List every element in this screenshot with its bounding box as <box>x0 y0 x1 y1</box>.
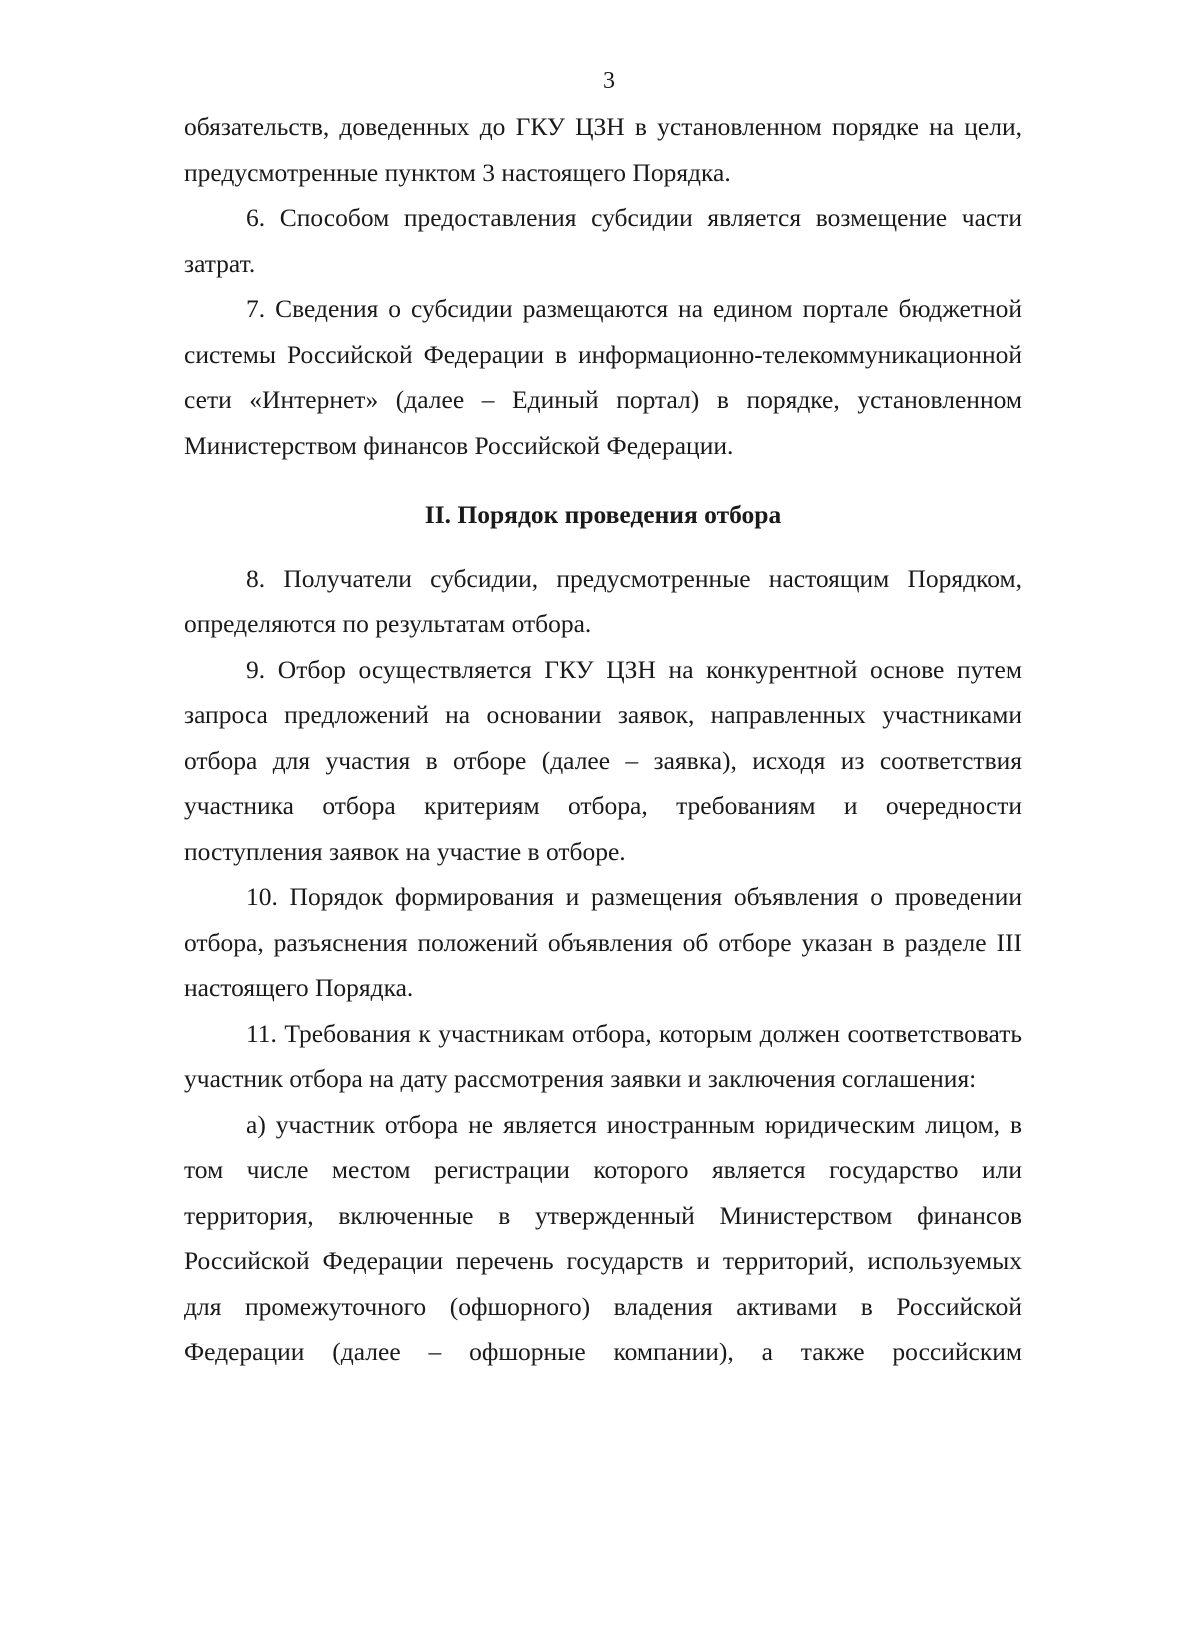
paragraph-11: 11. Требования к участникам отбора, которым должен соответствовать участник отбора на дату рассмотрения заявки и заключения соглашения: <box>184 1018 1022 1093</box>
paragraph-10: 10. Порядок формирования и размещения объявления о проведении отбора, разъяснения положений объявления об отборе указан в разделе III настоящего Порядка. <box>184 882 1022 1002</box>
page-number: 3 <box>603 68 615 94</box>
paragraph-11a: а) участник отбора не является иностранным юридическим лицом, в том числе местом регистрации которого является государство или территория, включенные в утвержденный Министерством финансов Российской Федерации перечень государств и территорий, используемых для промежуточного (офшорного) владения активами в Российской Федерации (далее – офшорные компании), а также российским <box>184 1109 1022 1366</box>
document-body <box>184 104 1022 1375</box>
paragraph-8: 8. Получатели субсидии, предусмотренные настоящим Порядком, определяются по результатам отбора. <box>184 563 1022 638</box>
paragraph-9: 9. Отбор осуществляется ГКУ ЦЗН на конкурентной основе путем запроса предложений на основании заявок, направленных участниками отбора для участия в отборе (далее – заявка), исходя из соответствия участника отбора критериям отбора, требованиям и очередности поступления заявок на участие в отборе. <box>184 654 1022 866</box>
section-heading: II. Порядок проведения отбора <box>424 500 782 529</box>
paragraph-continuation: обязательств, доведенных до ГКУ ЦЗН в установленном порядке на цели, предусмотренные пунктом 3 настоящего Порядка. <box>184 112 1022 187</box>
paragraph-7: 7. Сведения о субсидии размещаются на едином портале бюджетной системы Российской Федерации в информационно-телекоммуникационной сети «Интернет» (далее – Единый портал) в порядке, установленном Министерством финансов Российской Федерации. <box>184 294 1022 460</box>
paragraph-6: 6. Способом предоставления субсидии является возмещение части затрат. <box>184 203 1022 278</box>
